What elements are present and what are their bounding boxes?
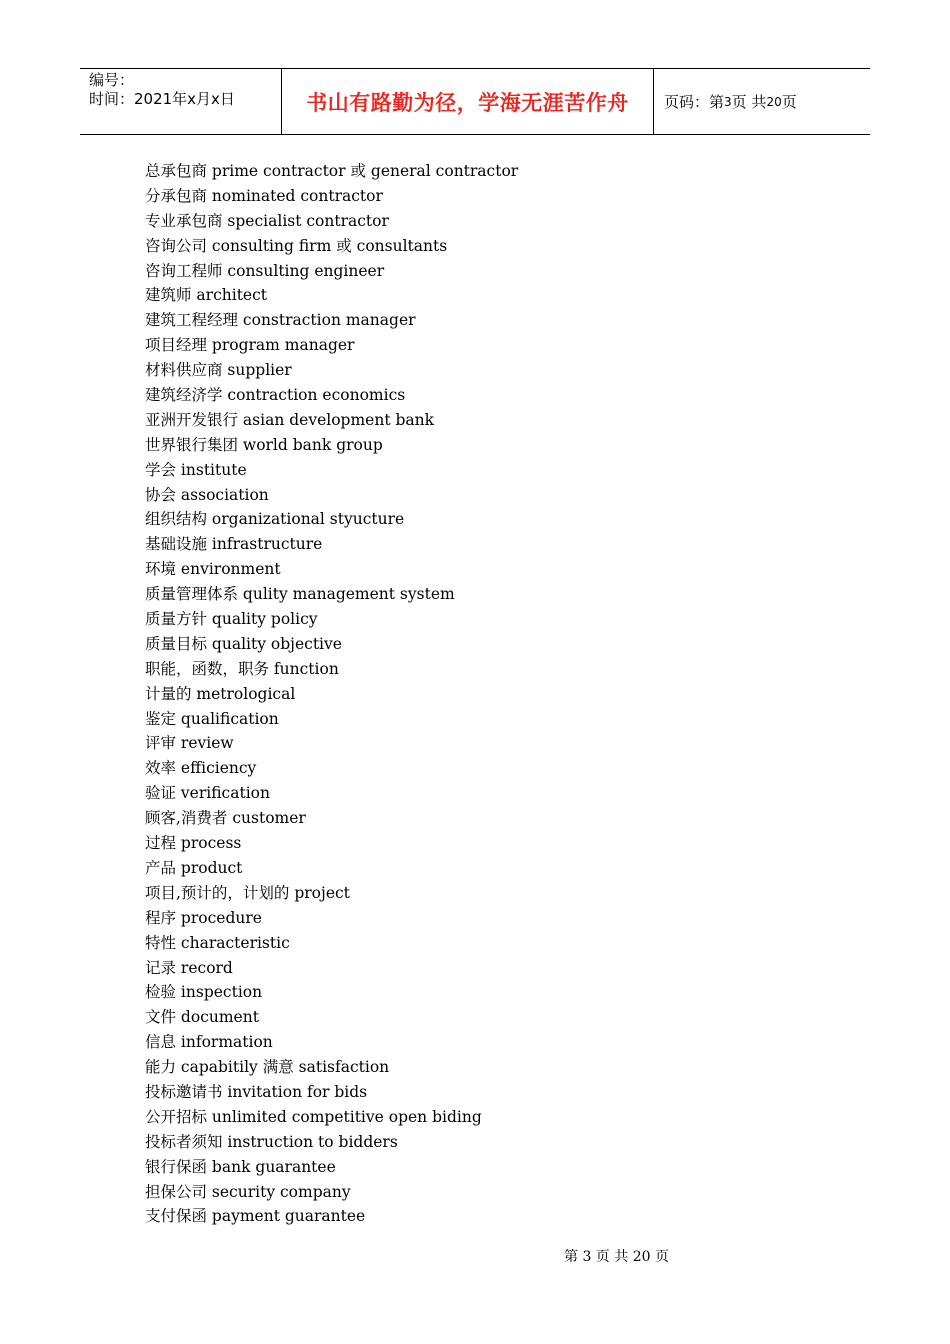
page-prefix: 页码：第 (664, 93, 725, 111)
glossary-entry: 亚洲开发银行 asian development bank (145, 410, 435, 429)
glossary-entry: 基础设施 infrastructure (145, 535, 323, 554)
glossary-entry: 专业承包商 specialist contractor (145, 211, 389, 230)
glossary-entry: 职能，函数，职务 function (145, 659, 339, 678)
document-time-label: 时间：2021年x月x日 (89, 90, 235, 108)
page-number: 3 (724, 94, 732, 109)
glossary-entry: 质量方针 quality policy (145, 610, 318, 629)
glossary-entry: 效率 efficiency (145, 759, 257, 778)
glossary-entry: 过程 process (145, 834, 242, 853)
glossary-entry: 特性 characteristic (145, 933, 290, 952)
document-number-label: 编号： (89, 71, 135, 89)
glossary-entry: 程序 procedure (145, 908, 262, 927)
page-footer: 第 3 页 共 20 页 (564, 1249, 669, 1265)
glossary-entry: 顾客,消费者 customer (145, 809, 306, 828)
glossary-entry: 评审 review (145, 734, 234, 753)
glossary-entry: 学会 institute (145, 460, 247, 479)
glossary-entry: 建筑师 architect (145, 286, 268, 305)
glossary-entry: 支付保函 payment guarantee (145, 1207, 366, 1226)
glossary-entry: 投标邀请书 invitation for bids (145, 1082, 368, 1101)
glossary-entry: 计量的 metrological (145, 684, 296, 703)
glossary-entry: 信息 information (145, 1033, 273, 1052)
glossary-entry: 材料供应商 supplier (145, 361, 292, 380)
header-motto-cell (281, 69, 654, 134)
glossary-entry: 分承包商 nominated contractor (145, 186, 383, 205)
glossary-entry: 项目,预计的，计划的 project (145, 883, 350, 902)
glossary-entry: 质量管理体系 qulity management system (145, 585, 455, 604)
header-page-info (654, 69, 870, 134)
glossary-entry: 记录 record (145, 958, 233, 977)
glossary-list (145, 159, 518, 1229)
page-suffix: 页 (781, 93, 797, 111)
glossary-entry: 总承包商 prime contractor 或 general contractor (145, 162, 519, 180)
glossary-entry: 质量目标 quality objective (145, 634, 342, 653)
glossary-entry: 环境 environment (145, 560, 281, 579)
glossary-entry: 投标者须知 instruction to bidders (145, 1132, 398, 1151)
glossary-entry: 鉴定 qualification (145, 709, 279, 728)
glossary-entry: 银行保函 bank guarantee (145, 1157, 336, 1176)
glossary-entry: 担保公司 security company (145, 1182, 351, 1201)
glossary-entry: 文件 document (145, 1008, 259, 1027)
glossary-entry: 组织结构 organizational styucture (145, 510, 405, 529)
glossary-entry: 检验 inspection (145, 983, 263, 1002)
glossary-entry: 能力 capabitily 满意 satisfaction (145, 1058, 390, 1077)
page-mid: 页 共 (731, 93, 767, 111)
glossary-entry: 咨询工程师 consulting engineer (145, 261, 385, 280)
glossary-entry: 公开招标 unlimited competitive open biding (145, 1107, 482, 1126)
glossary-entry: 项目经理 program manager (145, 336, 355, 355)
header-meta (80, 69, 281, 134)
glossary-entry: 咨询公司 consulting firm 或 consultants (145, 236, 448, 255)
header-motto: 书山有路勤为径，学海无涯苦作舟 (306, 90, 629, 115)
glossary-entry: 协会 association (145, 485, 269, 504)
glossary-entry: 建筑经济学 contraction economics (145, 386, 406, 405)
glossary-entry: 验证 verification (145, 784, 270, 803)
page-total: 20 (766, 94, 782, 109)
glossary-entry: 世界银行集团 world bank group (145, 435, 383, 454)
glossary-entry: 建筑工程经理 constraction manager (145, 311, 416, 330)
page-header (80, 68, 870, 135)
glossary-entry: 产品 product (145, 858, 243, 877)
